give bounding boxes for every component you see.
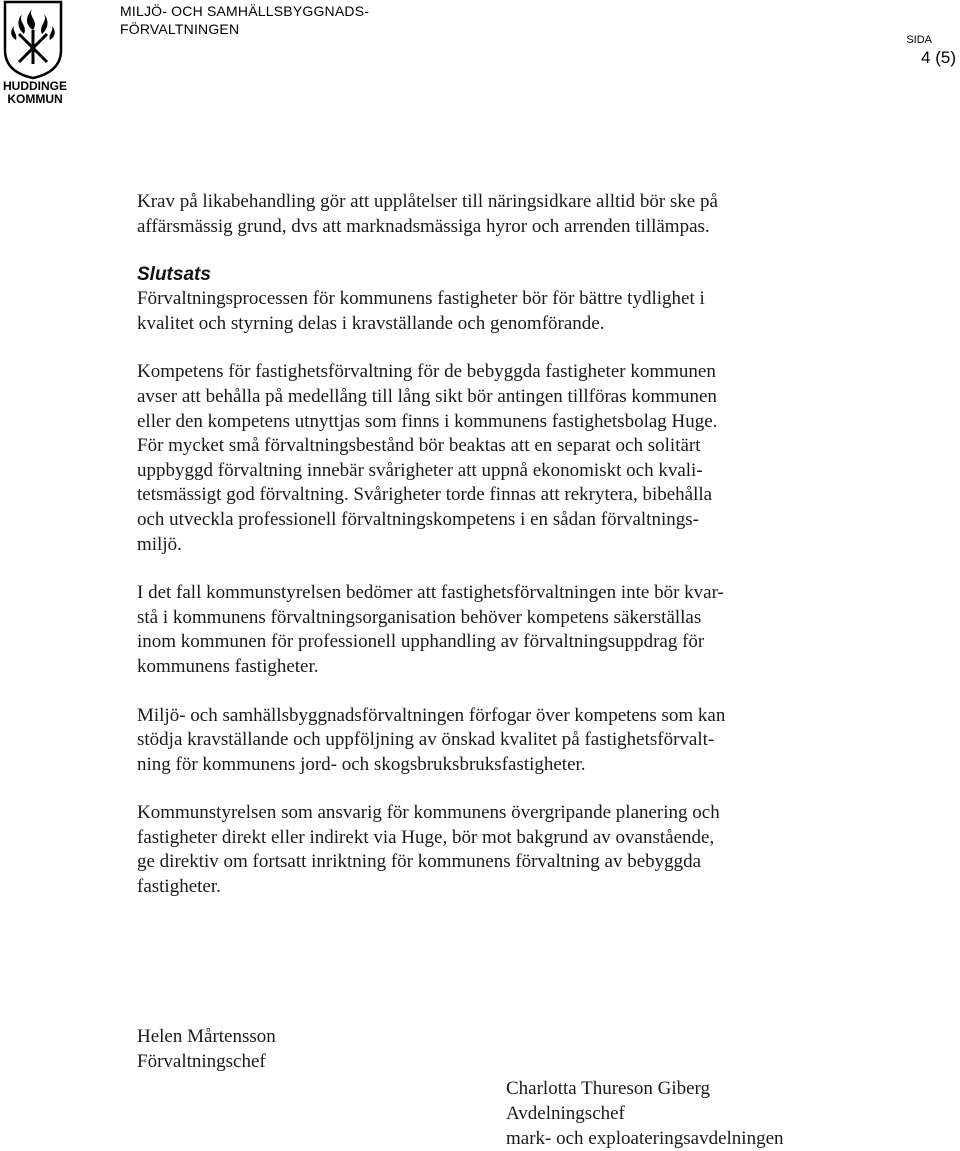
paragraph-environment-dept: Miljö- och samhällsbyggnadsförvaltningen förfogar över kompetens som kan stödja kravställande och uppföljning av önskad kvalitet på fastighetsförvalt- ning för kommunens jord- och skogsbruksbruksfastigheter. [137,704,726,775]
signatory-department: mark- och exploateringsavdelningen [506,1128,784,1149]
organization-name [120,2,369,38]
org-line-1: MILJÖ- OCH SAMHÄLLSBYGGNADS- [120,3,370,19]
huddinge-logo [2,0,67,108]
paragraph-municipal-board: Kommunstyrelsen som ansvarig för kommunens övergripande planering och fastigheter direkt eller indirekt via Huge, bör mot bakgrund av ovanstående, ge direktiv om fortsatt inriktning för kommunens förvaltning av bebyggda fastigheter. [137,802,720,898]
section-heading: Slutsats [137,264,211,286]
logo-text-line1: HUDDINGE [2,79,67,93]
paragraph-competence: Kompetens för fastighetsförvaltning för de bebyggda fastigheter kommunen avser att behålla på medellång till lång sikt bör antingen tillföras kommunen eller den kompetens utnyttjas som finns i kommunens fastighetsbolag Huge. För mycket små förvaltningsbestånd bör beaktas att en separat och solitärt uppbyggd förvaltning innebär svårigheter att uppnå ekonomiskt och kvali- tetsmässigt god förvaltning. Svårigheter torde finnas att rekrytera, bibehålla och utveckla professionell förvaltningskompetens i en sådan förvaltnings- miljö. [137,361,718,555]
signatory-name: Helen Mårtensson [137,1026,276,1047]
paragraph-procurement: I det fall kommunstyrelsen bedömer att fastighetsförvaltningen inte bör kvar- stå i kommunens förvaltningsorganisation behöver kompetens säkerställas inom kommunen för professionell upphandling av förvaltningsuppdrag för kommunens fastigheter. [137,582,724,677]
signatory-title: Förvaltningschef [137,1051,266,1072]
signatory-name: Charlotta Thureson Giberg [506,1078,711,1099]
signatory-title: Avdelningschef [506,1103,625,1124]
logo-text-line2: KOMMUN [7,92,63,106]
paragraph-management-process: Förvaltningsprocessen för kommunens fastigheter bör för bättre tydlighet i kvalitet och styrning delas i kravställande och genomförande. [137,288,705,334]
page-label: SIDA [906,34,932,46]
document-body [137,190,937,900]
paragraph-equal-treatment: Krav på likabehandling gör att upplåtelser till näringsidkare alltid bör ske på affärsmässig grund, dvs att marknadsmässiga hyror och arrenden tillämpas. [137,191,718,237]
signature-right [506,1076,784,1151]
coat-of-arms-icon [2,0,64,80]
page-number: 4 (5) [921,48,956,67]
signature-left [137,1024,276,1074]
org-line-2: FÖRVALTNINGEN [120,21,240,37]
